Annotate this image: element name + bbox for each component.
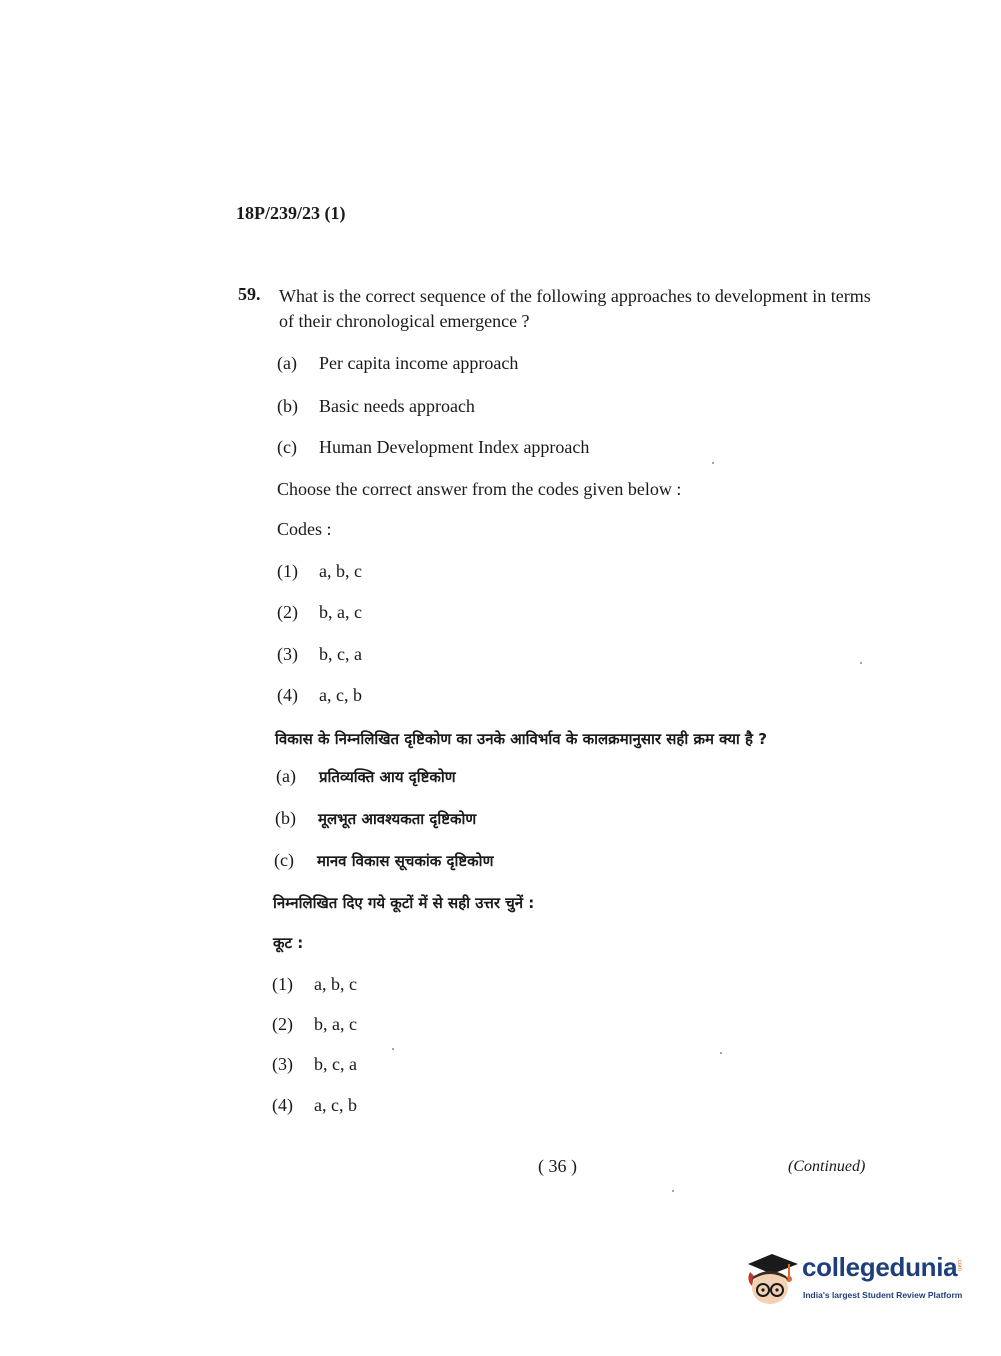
code-hi-4 xyxy=(272,1095,357,1116)
code-text: b, a, c xyxy=(319,602,362,622)
scan-speck xyxy=(860,662,862,664)
code-text: a, b, c xyxy=(319,561,362,581)
logo-wordmark: collegedunia xyxy=(802,1252,958,1282)
code-en-4 xyxy=(277,685,362,706)
scan-speck xyxy=(672,1190,674,1192)
code-text: a, c, b xyxy=(314,1095,357,1115)
codes-label-hi: कूट : xyxy=(273,934,304,952)
scan-speck xyxy=(712,462,714,464)
question-text-hi: विकास के निम्नलिखित दृष्टिकोण का उनके आविर्भाव के कालक्रमानुसार सही क्रम क्या है ? xyxy=(275,730,767,748)
code-hi-2 xyxy=(272,1014,357,1035)
code-text: a, b, c xyxy=(314,974,357,994)
code-text: b, a, c xyxy=(314,1014,357,1034)
code-label: (2) xyxy=(277,602,298,622)
item-hi-c xyxy=(274,850,493,871)
code-label: (1) xyxy=(277,561,298,581)
code-en-3 xyxy=(277,644,362,665)
code-text: a, c, b xyxy=(319,685,362,705)
logo-tagline: India's largest Student Review Platform xyxy=(803,1290,963,1300)
code-label: (3) xyxy=(272,1054,293,1074)
item-en-b xyxy=(277,396,475,417)
item-text: Basic needs approach xyxy=(319,396,475,416)
instruction-hi: निम्नलिखित दिए गये कूटों में से सही उत्तर चुनें : xyxy=(273,894,535,912)
logo-domain: .com xyxy=(956,1258,962,1272)
instruction-en: Choose the correct answer from the codes given below : xyxy=(277,479,682,499)
item-text: प्रतिव्यक्ति आय दृष्टिकोण xyxy=(319,768,456,786)
item-text: Per capita income approach xyxy=(319,353,519,373)
item-label: (a) xyxy=(277,353,297,373)
code-text: b, c, a xyxy=(319,644,362,664)
paper-code: 18P/239/23 (1) xyxy=(236,203,346,223)
item-en-a xyxy=(277,353,518,374)
mascot-icon xyxy=(742,1250,802,1312)
code-en-2 xyxy=(277,602,362,623)
question-number: 59. xyxy=(238,284,261,304)
continued-label: (Continued) xyxy=(788,1158,866,1175)
scan-speck xyxy=(392,1048,394,1050)
code-hi-3 xyxy=(272,1054,357,1075)
code-label: (4) xyxy=(277,685,298,705)
item-text: मूलभूत आवश्यकता दृष्टिकोण xyxy=(318,810,477,828)
item-hi-a xyxy=(276,766,456,787)
item-label: (a) xyxy=(276,766,296,786)
code-label: (4) xyxy=(272,1095,293,1115)
codes-label-en: Codes : xyxy=(277,519,332,539)
page-number: ( 36 ) xyxy=(538,1156,577,1176)
item-text: Human Development Index approach xyxy=(319,437,590,457)
code-hi-1 xyxy=(272,974,357,995)
code-label: (2) xyxy=(272,1014,293,1034)
item-en-c xyxy=(277,437,589,458)
scan-speck xyxy=(720,1052,722,1054)
item-label: (b) xyxy=(275,808,296,828)
code-en-1 xyxy=(277,561,362,582)
item-hi-b xyxy=(275,808,476,829)
item-label: (c) xyxy=(277,437,297,457)
question-text-en: What is the correct sequence of the following approaches to development in terms of their chronological emergence ? xyxy=(279,286,871,331)
collegedunia-logo xyxy=(742,1250,967,1312)
item-label: (b) xyxy=(277,396,298,416)
code-label: (3) xyxy=(277,644,298,664)
item-text: मानव विकास सूचकांक दृष्टिकोण xyxy=(317,852,494,870)
code-label: (1) xyxy=(272,974,293,994)
code-text: b, c, a xyxy=(314,1054,357,1074)
item-label: (c) xyxy=(274,850,294,870)
